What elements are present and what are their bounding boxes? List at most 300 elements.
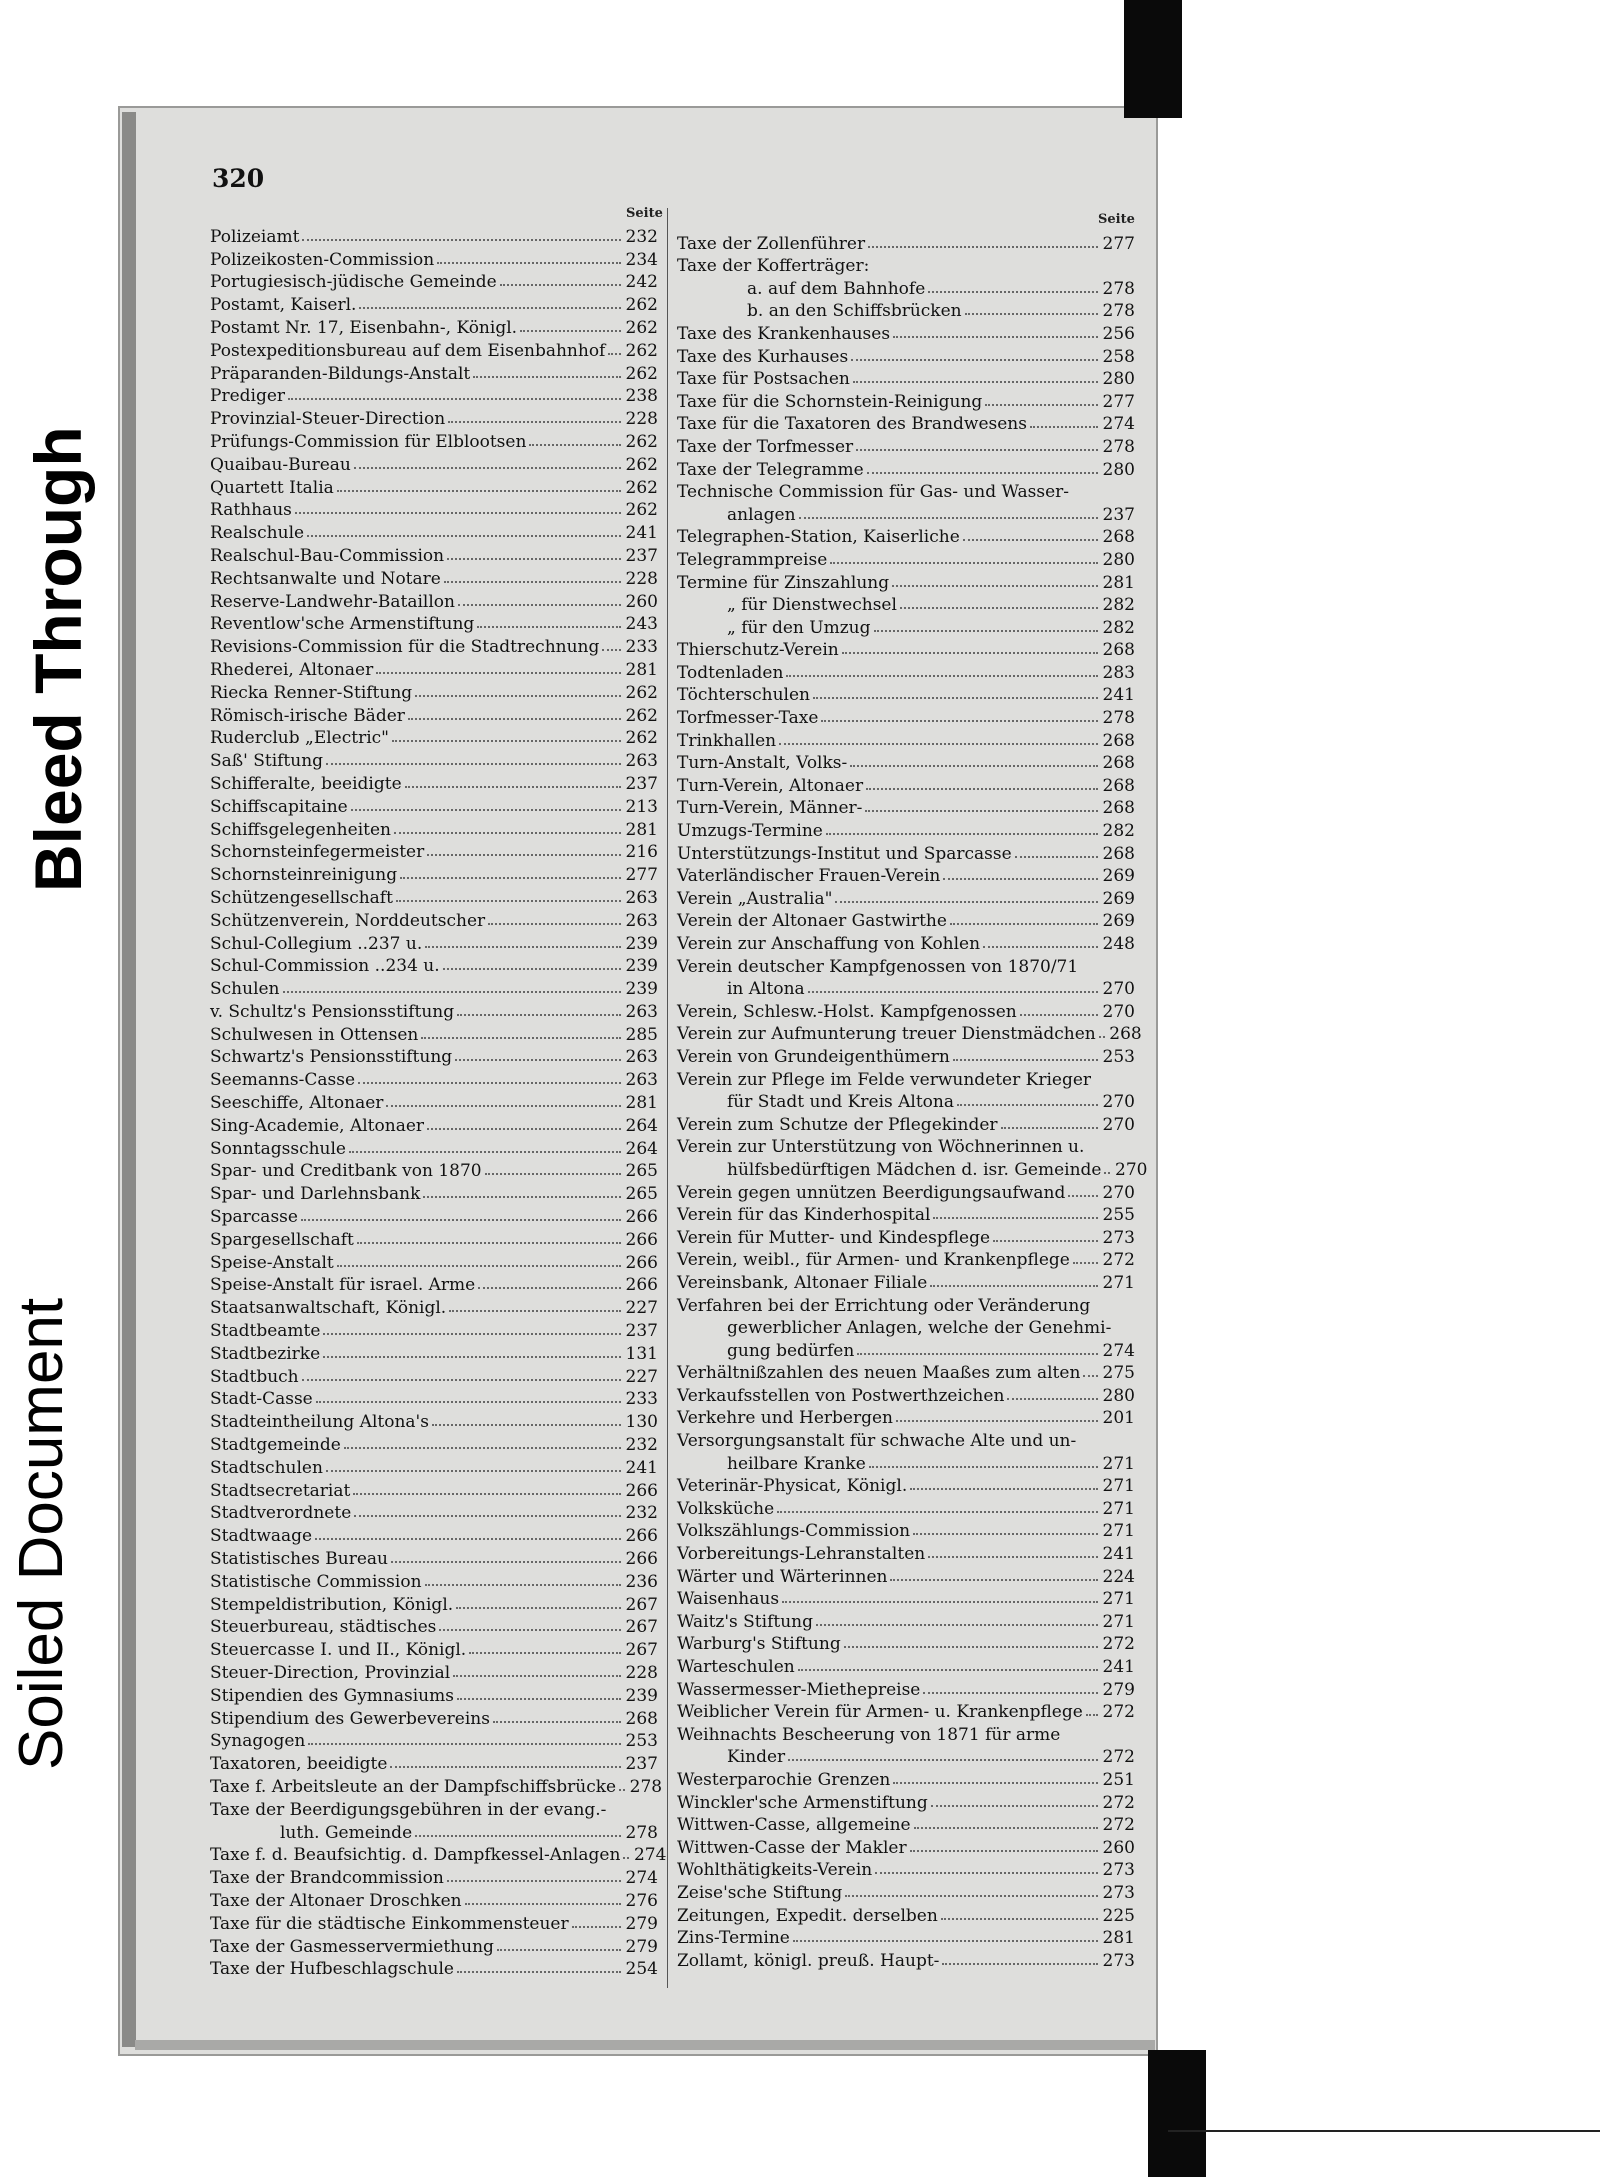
dot-leader xyxy=(465,1903,621,1905)
entry-page-number: 280 xyxy=(1102,549,1135,570)
entry-page-number: 271 xyxy=(1102,1498,1135,1519)
entry-text: Kinder xyxy=(727,1747,786,1768)
dot-leader xyxy=(856,449,1098,451)
entry-page-number: 213 xyxy=(625,796,658,817)
entry-page-number: 278 xyxy=(629,1776,663,1797)
entry-page-number: 262 xyxy=(625,477,658,498)
index-entry xyxy=(677,480,1135,503)
dot-leader xyxy=(779,743,1098,745)
index-entry xyxy=(210,1387,658,1410)
entry-page-number: 241 xyxy=(1102,1657,1135,1677)
entry-page-number: 270 xyxy=(1102,1114,1135,1135)
entry-page-number: 280 xyxy=(1102,459,1135,480)
index-entry xyxy=(677,1541,1135,1564)
index-entry xyxy=(677,1067,1135,1090)
dot-leader xyxy=(808,991,1098,993)
dot-leader xyxy=(456,1607,621,1609)
dot-leader xyxy=(447,558,621,560)
entry-text: Steuer-Direction, Provinzial xyxy=(210,1663,451,1683)
index-entry xyxy=(677,615,1135,638)
index-entry xyxy=(677,434,1135,457)
dot-leader xyxy=(914,1827,1098,1829)
dot-leader xyxy=(386,1105,621,1107)
dot-leader xyxy=(933,1217,1098,1219)
index-entry xyxy=(677,1880,1135,1903)
index-entry xyxy=(677,1451,1135,1474)
entry-page-number: 272 xyxy=(1102,1634,1135,1655)
entry-page-number: 237 xyxy=(625,1754,658,1775)
entry-page-number: 267 xyxy=(625,1594,658,1615)
dot-leader xyxy=(295,512,621,514)
index-entry xyxy=(210,1273,658,1296)
dot-leader xyxy=(354,1515,621,1517)
dot-leader xyxy=(457,1014,621,1016)
entry-page-number: 273 xyxy=(1102,1950,1135,1971)
entry-text: Römisch-irische Bäder xyxy=(210,705,405,726)
index-entry xyxy=(210,908,658,931)
entry-text: Verein, weibl., für Armen- und Krankenpflege xyxy=(677,1250,1070,1271)
entry-text: Quartett Italia xyxy=(210,477,334,498)
entry-text: Verein zum Schutze der Pflegekinder xyxy=(677,1114,998,1135)
entry-text: Schulwesen in Ottensen xyxy=(210,1024,419,1045)
entry-text: Stempeldistribution, Königl. xyxy=(210,1594,454,1615)
index-entry xyxy=(210,726,658,749)
index-entry xyxy=(677,954,1135,977)
entry-text: Verein für das Kinderhospital xyxy=(677,1205,931,1226)
entry-text: Weihnachts Bescheerung von 1871 für arme xyxy=(677,1724,1061,1745)
dot-leader xyxy=(890,1579,1098,1581)
index-entry xyxy=(210,954,658,977)
dot-leader xyxy=(400,877,621,879)
dot-leader xyxy=(308,1743,621,1745)
index-entry xyxy=(210,1022,658,1045)
entry-page-number: 266 xyxy=(625,1526,658,1547)
entry-text: Synagogen xyxy=(210,1731,306,1752)
entry-page-number: 262 xyxy=(625,295,658,316)
index-entry xyxy=(677,412,1135,435)
index-entry xyxy=(677,1745,1135,1768)
dot-leader xyxy=(910,1850,1098,1852)
entry-text: Schiffscapitaine xyxy=(210,796,348,817)
dot-leader xyxy=(893,336,1098,338)
entry-page-number: 274 xyxy=(625,1868,658,1889)
entry-page-number: 276 xyxy=(625,1890,658,1911)
entry-page-number: 274 xyxy=(1102,414,1135,435)
dot-leader xyxy=(477,626,621,628)
dot-leader xyxy=(323,1333,621,1335)
index-entry xyxy=(677,1225,1135,1248)
index-entry xyxy=(677,231,1135,254)
entry-page-number: 278 xyxy=(625,1822,658,1843)
index-entry xyxy=(210,1660,658,1683)
dot-leader xyxy=(965,313,1098,315)
dot-leader xyxy=(602,649,621,651)
entry-page-number: 267 xyxy=(625,1617,658,1638)
entry-page-number: 268 xyxy=(1109,1024,1142,1045)
entry-text: Statistisches Bureau xyxy=(210,1549,388,1570)
dot-leader xyxy=(867,472,1098,474)
dot-leader xyxy=(928,291,1098,293)
index-entry xyxy=(677,886,1135,909)
index-entry xyxy=(210,1090,658,1113)
index-entry xyxy=(677,1270,1135,1293)
index-entry xyxy=(210,885,658,908)
index-entry xyxy=(210,1911,658,1934)
dot-leader xyxy=(910,1488,1098,1490)
entry-text: Quaibau-Bureau xyxy=(210,454,351,475)
entry-text: Warburg's Stiftung xyxy=(677,1634,841,1655)
entry-page-number: 278 xyxy=(1102,708,1135,729)
dot-leader xyxy=(930,1285,1098,1287)
index-entry xyxy=(677,977,1135,1000)
entry-text: Portugiesisch-jüdische Gemeinde xyxy=(210,272,497,293)
dot-leader xyxy=(337,1265,621,1267)
entry-page-number: 280 xyxy=(1102,369,1135,390)
dot-leader xyxy=(439,1629,621,1631)
index-entry xyxy=(677,796,1135,819)
dot-leader xyxy=(302,1379,621,1381)
entry-text: für Stadt und Kreis Altona xyxy=(727,1092,955,1113)
dot-leader xyxy=(943,878,1098,880)
index-entry xyxy=(677,1406,1135,1429)
entry-text: Schornsteinfegermeister xyxy=(210,842,425,863)
index-entry xyxy=(210,1888,658,1911)
entry-text: Schiffsgelegenheiten xyxy=(210,819,391,840)
entry-page-number: 279 xyxy=(1102,1679,1135,1700)
index-entry xyxy=(677,909,1135,932)
entry-text: Taxatoren, beeidigte xyxy=(210,1754,388,1775)
seite-header-right: Seite xyxy=(1098,212,1135,227)
entry-text: Wohlthätigkeits-Verein xyxy=(677,1860,873,1881)
index-entry xyxy=(677,1654,1135,1677)
entry-text: Taxe der Altonaer Droschken xyxy=(210,1890,462,1911)
entry-page-number: 271 xyxy=(1102,1272,1135,1293)
entry-page-number: 237 xyxy=(625,545,658,566)
entry-page-number: 232 xyxy=(625,1435,658,1456)
dot-leader xyxy=(301,1219,621,1221)
entry-text: Turn-Verein, Altonaer xyxy=(677,775,864,796)
index-entry xyxy=(210,1501,658,1524)
index-entry xyxy=(677,1767,1135,1790)
index-entry xyxy=(210,406,658,429)
entry-text: Taxe für die Taxatoren des Brandwesens xyxy=(677,414,1027,435)
index-entry xyxy=(677,1361,1135,1384)
entry-page-number: 262 xyxy=(625,363,658,384)
index-entry xyxy=(210,703,658,726)
index-entry xyxy=(677,1112,1135,1135)
dot-leader xyxy=(1099,1036,1105,1038)
dot-leader xyxy=(315,1538,621,1540)
dot-leader xyxy=(485,1173,621,1175)
index-entry xyxy=(677,1044,1135,1067)
entry-page-number: 266 xyxy=(625,1480,658,1501)
entry-text: Schützenverein, Norddeutscher xyxy=(210,910,486,931)
entry-text: Riecka Renner-Stiftung xyxy=(210,682,413,703)
entry-page-number: 266 xyxy=(625,1229,658,1250)
index-entry xyxy=(210,1250,658,1273)
dot-leader xyxy=(1015,856,1098,858)
entry-page-number: 271 xyxy=(1102,1589,1135,1610)
dot-leader xyxy=(453,1675,621,1677)
index-entry xyxy=(210,931,658,954)
index-entry xyxy=(210,566,658,589)
dot-leader xyxy=(845,1895,1098,1897)
index-entry xyxy=(210,1181,658,1204)
dot-leader xyxy=(500,284,621,286)
entry-page-number: 239 xyxy=(625,979,658,1000)
entry-text: Stadtverordnete xyxy=(210,1503,352,1524)
index-entry xyxy=(677,1587,1135,1610)
entry-text: Statistische Commission xyxy=(210,1571,422,1592)
entry-page-number: 263 xyxy=(625,1001,658,1022)
entry-page-number: 268 xyxy=(625,1708,658,1729)
index-entry xyxy=(210,1797,658,1820)
page-edge-shadow xyxy=(122,112,136,2047)
dot-leader xyxy=(344,1447,621,1449)
entry-page-number: 278 xyxy=(1102,436,1135,457)
entry-page-number: 268 xyxy=(1102,640,1135,661)
entry-text: Verkehre und Herbergen xyxy=(677,1408,893,1429)
index-entry xyxy=(677,638,1135,661)
entry-page-number: 262 xyxy=(625,500,658,521)
index-column-left xyxy=(210,224,667,1980)
entry-text: Termine für Zinszahlung xyxy=(677,572,890,593)
entry-page-number: 281 xyxy=(625,1093,658,1114)
dot-leader xyxy=(396,900,621,902)
entry-page-number: 258 xyxy=(1102,346,1135,367)
entry-text: Zins-Termine xyxy=(677,1928,790,1949)
dot-leader xyxy=(1020,1014,1098,1016)
entry-text: Postamt, Kaiserl. xyxy=(210,295,357,316)
index-entry xyxy=(677,1564,1135,1587)
entry-text: in Altona xyxy=(727,979,805,1000)
dot-leader xyxy=(392,740,621,742)
entry-page-number: 241 xyxy=(1102,685,1135,706)
entry-page-number: 268 xyxy=(1102,775,1135,796)
entry-text: Verfahren bei der Errichtung oder Veränderung xyxy=(677,1295,1091,1316)
entry-page-number: 239 xyxy=(625,933,658,954)
index-entry xyxy=(677,1609,1135,1632)
entry-text: Stadtbeamte xyxy=(210,1321,321,1342)
dot-leader xyxy=(851,359,1098,361)
index-entry xyxy=(210,1045,658,1068)
dot-leader xyxy=(443,968,621,970)
entry-text: Verein gegen unnützen Beerdigungsaufwand xyxy=(677,1182,1066,1203)
index-entry xyxy=(677,457,1135,480)
entry-text: Spargesellschaft xyxy=(210,1229,354,1250)
entry-text: Töchterschulen xyxy=(677,685,810,706)
entry-page-number: 270 xyxy=(1102,1092,1135,1113)
dot-leader xyxy=(457,1971,621,1973)
entry-text: Stadtgemeinde xyxy=(210,1435,341,1456)
entry-page-number: 281 xyxy=(1102,1928,1135,1949)
index-column-right xyxy=(677,231,1148,1971)
dot-leader xyxy=(869,1466,1098,1468)
entry-page-number: 274 xyxy=(1102,1340,1135,1361)
dot-leader xyxy=(777,1511,1098,1513)
entry-text: Torfmesser-Taxe xyxy=(677,708,819,729)
entry-page-number: 262 xyxy=(625,682,658,703)
entry-text: Wassermesser-Miethepreise xyxy=(677,1679,921,1700)
entry-page-number: 272 xyxy=(1102,1250,1135,1271)
dot-leader xyxy=(896,1420,1098,1422)
dot-leader xyxy=(900,607,1098,609)
index-entry xyxy=(677,1903,1135,1926)
entry-page-number: 278 xyxy=(1102,278,1135,299)
entry-text: hülfsbedürftigen Mädchen d. isr. Gemeinde xyxy=(727,1159,1102,1180)
entry-text: Winckler'sche Armenstiftung xyxy=(677,1792,928,1813)
entry-text: gung bedürfen xyxy=(727,1340,855,1361)
dot-leader xyxy=(953,1059,1098,1061)
entry-page-number: 232 xyxy=(625,1503,658,1524)
dot-leader xyxy=(826,833,1098,835)
entry-page-number: 277 xyxy=(625,865,658,886)
entry-page-number: 266 xyxy=(625,1252,658,1273)
index-entry xyxy=(677,1496,1135,1519)
entry-page-number: 268 xyxy=(1102,843,1135,864)
entry-page-number: 269 xyxy=(1102,866,1135,887)
entry-page-number: 262 xyxy=(625,340,658,361)
index-entry xyxy=(677,864,1135,887)
index-entry xyxy=(677,593,1135,616)
dot-leader xyxy=(963,539,1098,541)
dot-leader xyxy=(421,1037,621,1039)
dot-leader xyxy=(390,1766,621,1768)
entry-page-number: 270 xyxy=(1102,979,1135,1000)
entry-text: Thierschutz-Verein xyxy=(677,640,839,661)
entry-text: Revisions-Commission für die Stadtrechnung xyxy=(210,637,600,658)
dot-leader xyxy=(455,1059,621,1061)
entry-text: Taxe für Postsachen xyxy=(677,369,850,390)
entry-text: Taxe des Krankenhauses xyxy=(677,323,891,344)
index-entry xyxy=(210,1318,658,1341)
dot-leader xyxy=(868,246,1098,248)
index-entry xyxy=(677,1090,1135,1113)
entry-page-number: 282 xyxy=(1102,617,1135,638)
dot-leader xyxy=(354,467,621,469)
entry-text: Polizeikosten-Commission xyxy=(210,249,435,270)
index-entry xyxy=(210,543,658,566)
entry-page-number: 271 xyxy=(1102,1453,1135,1474)
dot-leader xyxy=(493,1721,621,1723)
entry-text: Stipendien des Gymnasiums xyxy=(210,1685,454,1706)
entry-page-number: 254 xyxy=(625,1959,658,1980)
entry-text: Stadt-Casse xyxy=(210,1389,313,1410)
index-entry xyxy=(677,1926,1135,1949)
dot-leader xyxy=(337,490,621,492)
entry-page-number: 270 xyxy=(1115,1159,1148,1180)
entry-page-number: 281 xyxy=(625,819,658,840)
index-entry xyxy=(210,999,658,1022)
index-entry xyxy=(210,1227,658,1250)
index-entry xyxy=(677,1316,1135,1339)
entry-text: Taxe der Zollenführer xyxy=(677,233,866,254)
entry-page-number: 253 xyxy=(1102,1046,1135,1067)
index-entry xyxy=(677,1835,1135,1858)
entry-page-number: 279 xyxy=(625,1936,658,1957)
entry-page-number: 239 xyxy=(625,1685,658,1706)
entry-text: Vaterländischer Frauen-Verein xyxy=(677,866,941,887)
entry-page-number: 285 xyxy=(625,1024,658,1045)
dot-leader xyxy=(391,1561,621,1563)
index-entry xyxy=(210,1683,658,1706)
dot-leader xyxy=(288,398,621,400)
entry-page-number: 228 xyxy=(625,1663,658,1683)
entry-page-number: 273 xyxy=(1102,1882,1135,1903)
entry-text: Taxe für die städtische Einkommensteuer xyxy=(210,1913,569,1934)
entry-text: Schwartz's Pensionsstiftung xyxy=(210,1047,453,1068)
index-entry xyxy=(677,1474,1135,1497)
dot-leader xyxy=(1104,1172,1110,1174)
entry-text: Sing-Academie, Altonaer xyxy=(210,1115,425,1136)
entry-page-number: 269 xyxy=(1102,888,1135,909)
index-entry xyxy=(210,384,658,407)
entry-text: Postamt Nr. 17, Eisenbahn-, Königl. xyxy=(210,317,518,338)
entry-page-number: 262 xyxy=(625,705,658,726)
index-entry xyxy=(677,1813,1135,1836)
index-entry xyxy=(210,1706,658,1729)
entry-text: Umzugs-Termine xyxy=(677,821,823,842)
entry-page-number: 264 xyxy=(625,1115,658,1136)
dot-leader xyxy=(448,421,621,423)
entry-page-number: 283 xyxy=(1102,662,1135,683)
dot-leader xyxy=(353,1493,621,1495)
dot-leader xyxy=(950,923,1098,925)
dot-leader xyxy=(931,1805,1098,1807)
entry-page-number: 233 xyxy=(625,637,658,658)
entry-text: Vereinsbank, Altonaer Filiale xyxy=(677,1272,928,1293)
entry-text: Turn-Verein, Männer- xyxy=(677,798,863,819)
entry-text: „ für Dienstwechsel xyxy=(727,595,897,616)
index-entry xyxy=(210,452,658,475)
entry-text: Versorgungsanstalt für schwache Alte und un- xyxy=(677,1431,1077,1452)
dot-leader xyxy=(415,695,621,697)
entry-text: heilbare Kranke xyxy=(727,1453,866,1474)
entry-text: Verkaufsstellen von Postwerthzeichen xyxy=(677,1385,1005,1406)
index-entry xyxy=(210,1729,658,1752)
index-entry xyxy=(210,976,658,999)
index-entry xyxy=(210,520,658,543)
entry-text: Schul-Collegium ..237 u. xyxy=(210,933,423,954)
entry-page-number: 271 xyxy=(1102,1611,1135,1632)
entry-text: Sonntagsschule xyxy=(210,1138,346,1159)
entry-text: Realschul-Bau-Commission xyxy=(210,545,445,566)
dot-leader xyxy=(423,1196,621,1198)
entry-page-number: 266 xyxy=(625,1207,658,1228)
dot-leader xyxy=(478,1287,621,1289)
index-entry xyxy=(210,748,658,771)
entry-page-number: 262 xyxy=(625,431,658,452)
entry-page-number: 216 xyxy=(625,842,658,863)
entry-page-number: 236 xyxy=(625,1571,658,1592)
entry-page-number: 274 xyxy=(633,1845,667,1866)
index-entry xyxy=(677,276,1135,299)
entry-text: Volksküche xyxy=(677,1498,775,1519)
dot-leader xyxy=(857,1353,1098,1355)
entry-page-number: 248 xyxy=(1102,934,1135,954)
index-entry xyxy=(677,1677,1135,1700)
page-bottom-edge xyxy=(135,2040,1155,2050)
entry-page-number: 130 xyxy=(625,1412,658,1433)
entry-page-number: 241 xyxy=(625,1457,658,1478)
entry-text: Ruderclub „Electric" xyxy=(210,728,389,749)
index-entry xyxy=(677,1157,1148,1180)
entry-page-number: 263 xyxy=(625,1047,658,1068)
entry-page-number: 266 xyxy=(625,1549,658,1570)
index-entry xyxy=(210,1615,658,1638)
dot-leader xyxy=(842,652,1098,654)
entry-text: Warteschulen xyxy=(677,1657,795,1677)
